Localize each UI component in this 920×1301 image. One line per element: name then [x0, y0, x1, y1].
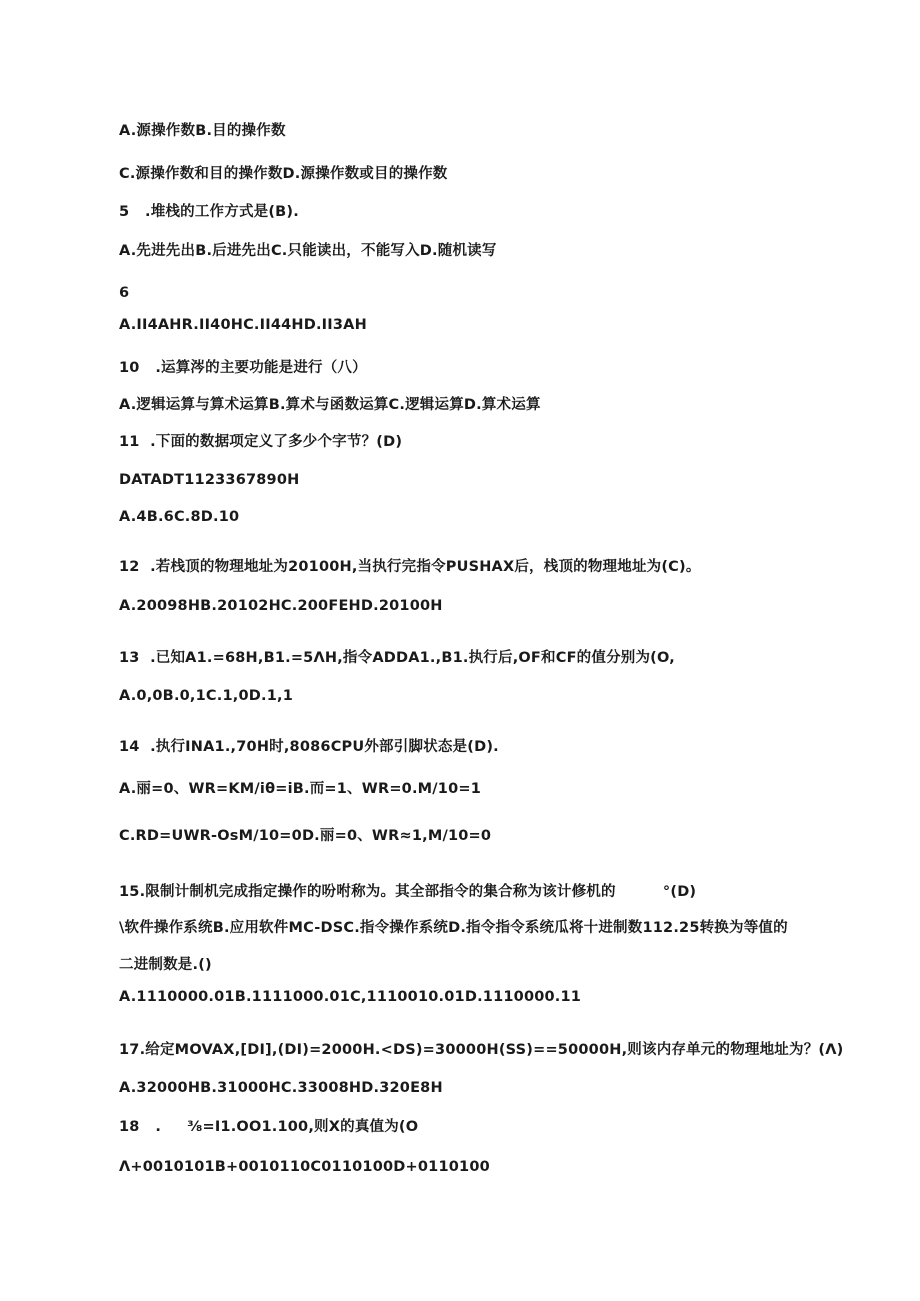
question-line: 14 .执行INA1.,70H时,8086CPU外部引脚状态是(D). [119, 739, 499, 755]
question-line: 10 .运算涔的主要功能是进行（八） [119, 360, 367, 376]
question-line: 12 .若栈顶的物理地址为20100H,当执行完指令PUSHAX后，栈顶的物理地址为(C)。 [119, 559, 701, 575]
option-line: A.逻辑运算与算术运算B.算术与函数运算C.逻辑运算D.算术运算 [119, 397, 541, 413]
option-line: A.32000HB.31000HC.33008HD.320E8H [119, 1080, 443, 1096]
option-line: A.1110000.01B.1111000.01C,1110010.01D.1110000.11 [119, 989, 582, 1005]
code-line: DATADT1123367890H [119, 472, 300, 488]
question-line: 11 .下面的数据项定义了多少个字节？(D) [119, 434, 403, 450]
question-line: 18 . ⅜=I1.OO1.100,则X的真值为(O [119, 1119, 419, 1135]
option-line: A.4B.6C.8D.10 [119, 509, 240, 525]
question-line: 二进制数是.() [119, 957, 212, 973]
option-line: \软件操作系统B.应用软件MC-DSC.指令操作系统D.指令指令系统瓜将十进制数112.25转换为等值的 [119, 920, 788, 936]
question-line: 15.限制计制机完成指定操作的吩咐称为。其全部指令的集合称为该计修机的 °(D) [119, 884, 697, 900]
option-line: A.0,0B.0,1C.1,0D.1,1 [119, 688, 293, 704]
option-line: Λ+0010101B+0010110C0110100D+0110100 [119, 1159, 490, 1175]
option-line: C.源操作数和目的操作数D.源操作数或目的操作数 [119, 166, 448, 182]
option-line: A.源操作数B.目的操作数 [119, 123, 286, 139]
option-line: A.II4AHR.II40HC.II44HD.II3AH [119, 317, 367, 333]
option-line: A.先进先出B.后进先出C.只能读出，不能写入D.随机读写 [119, 243, 497, 259]
option-line: A.20098HB.20102HC.200FEHD.20100H [119, 598, 443, 614]
option-line: A.丽=0、WR=KM/iθ=iB.而=1、WR=0.M/10=1 [119, 781, 482, 797]
question-line: 6 [119, 285, 130, 301]
option-line: C.RD=UWR-OsM/10=0D.丽=0、WR≈1,M/10=0 [119, 828, 492, 844]
question-line: 17.给定MOVAX,[DI],(DI)=2000H.<DS)=30000H(SS)==50000H,则该内存单元的物理地址为？(Λ) [119, 1042, 844, 1058]
question-line: 5 .堆栈的工作方式是(B). [119, 204, 299, 220]
question-line: 13 .已知A1.=68H,B1.=5ΛH,指令ADDA1.,B1.执行后,OF和CF的值分别为(O, [119, 650, 675, 666]
